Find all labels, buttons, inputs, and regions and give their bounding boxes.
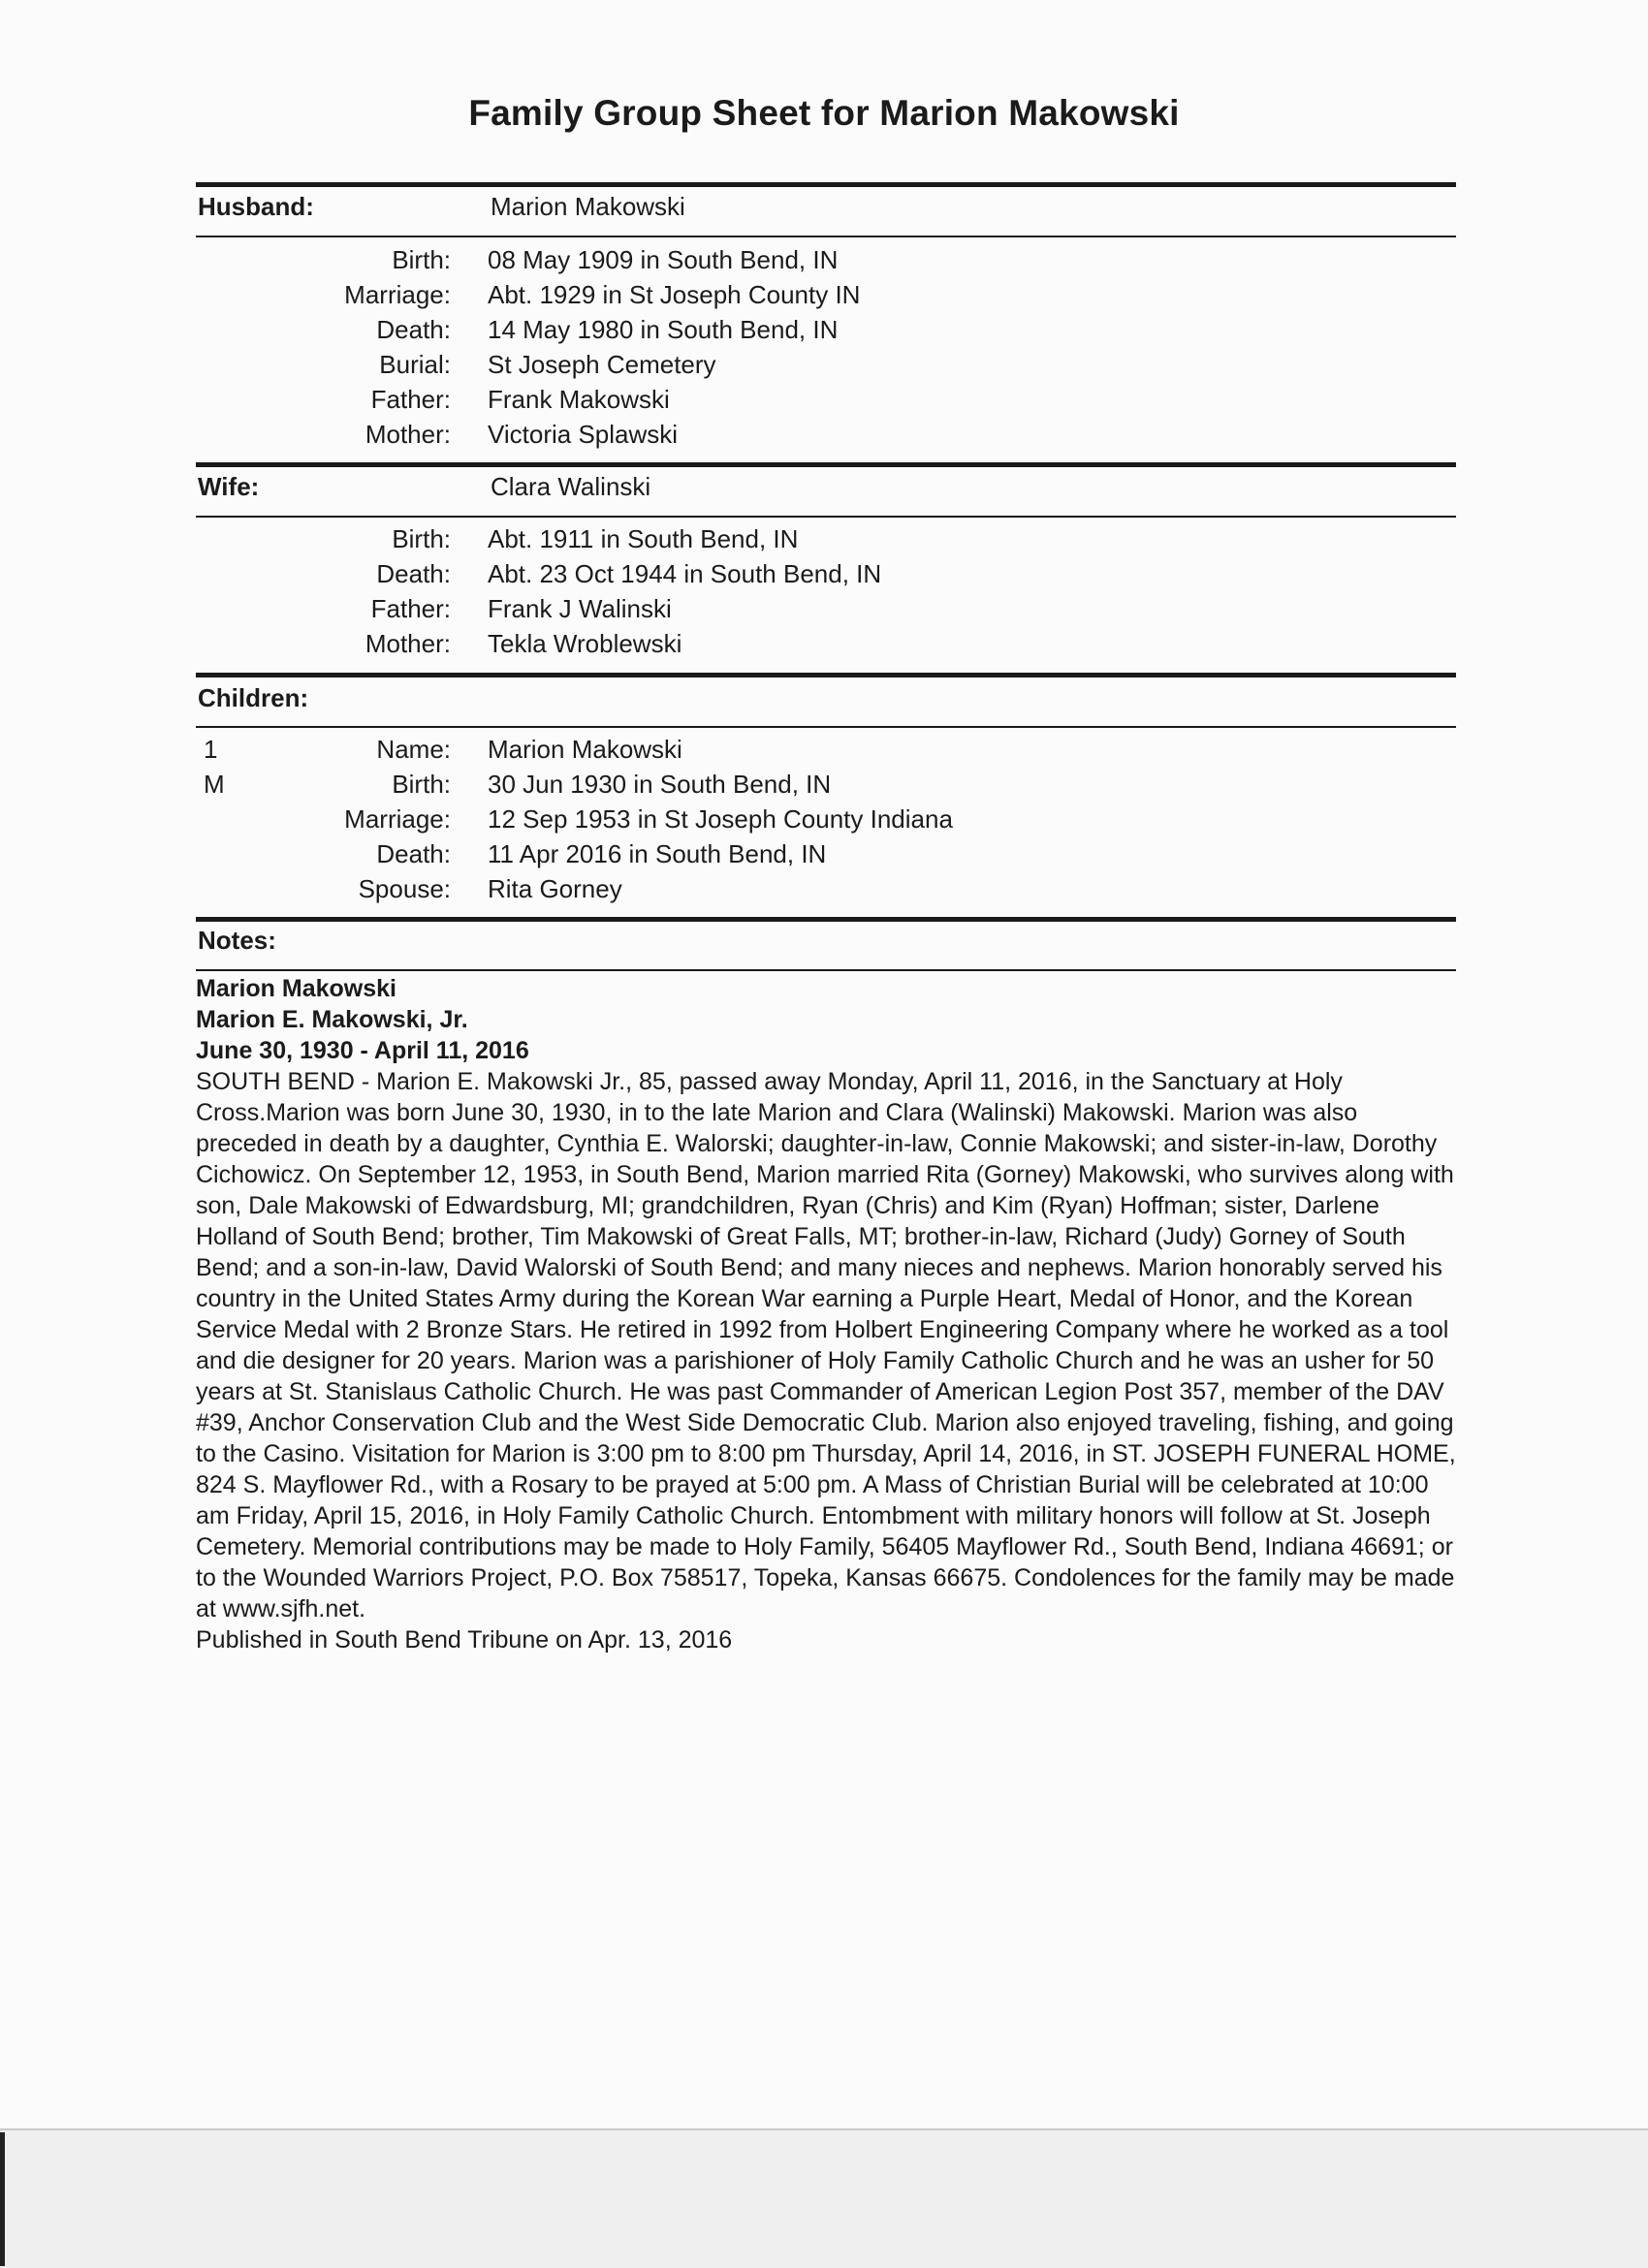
notes-published: Published in South Bend Tribune on Apr. 13, 2016: [196, 1626, 733, 1654]
fact-value: 12 Sep 1953 in St Joseph County Indiana: [488, 804, 953, 834]
fact-label: Father:: [370, 385, 451, 414]
section-subrule: [196, 236, 1456, 237]
children-label: Children:: [198, 683, 309, 712]
husband-fact-row: [0, 350, 1648, 385]
fact-label: Name:: [376, 735, 451, 764]
fact-value: Abt. 1911 in South Bend, IN: [488, 524, 799, 553]
fact-value: Frank Makowski: [488, 385, 670, 414]
wife-fact-row: [0, 629, 1648, 664]
fact-label: Father:: [370, 594, 451, 623]
child-number: 1: [204, 735, 218, 764]
fact-label: Birth:: [392, 245, 451, 274]
child-fact-row: [0, 735, 1648, 770]
fact-value: Tekla Wroblewski: [488, 629, 682, 658]
child-fact-row: [0, 770, 1648, 804]
child-fact-row: [0, 874, 1648, 909]
notes-body: SOUTH BEND - Marion E. Makowski Jr., 85, passed away Monday, April 11, 2016, in the Sanctuary at Holy Cross.Marion was born June 30, 1930, in to the late Marion and Clara (Walinski) Makowski. Marion was also preceded in death by a daughter, Cynthia E. Walorski; daughter-in-law, Connie Makowski; and sister-in-law, Dorothy Cichowicz. On September 12, 1953, in South Bend, Marion married Rita (Gorney) Makowski, who survives along with son, Dale Makowski of Edwardsburg, MI; grandchildren, Ryan (Chris) and Kim (Ryan) Hoffman; sister, Darlene Holland of South Bend; brother, Tim Makowski of Great Falls, MT; brother-in-law, Richard (Judy) Gorney of South Bend; and a son-in-law, David Walorski of South Bend; and many nieces and nephews. Marion honorably served his country in the United States Army during the Korean War earning a Purple Heart, Medal of Honor, and the Korean Service Medal with 2 Bronze Stars. He retired in 1992 from Holbert Engineering Company where he worked as a tool and die designer for 20 years. Marion was a parishioner of Holy Family Catholic Church and he was an usher for 50 years at St. Stanislaus Catholic Church. He was past Commander of American Legion Post 357, member of the DAV #39, Anchor Conservation Club and the West Side Democratic Club. Marion also enjoyed traveling, fishing, and going to the Casino. Visitation for Marion is 3:00 pm to 8:00 pm Thursday, April 14, 2016, in ST. JOSEPH FUNERAL HOME, 824 S. Mayflower Rd., with a Rosary to be prayed at 5:00 pm. A Mass of Christian Burial will be celebrated at 10:00 am Friday, April 15, 2016, in Holy Family Catholic Church. Entombment with military honors will follow at St. Joseph Cemetery. Memorial contributions may be made to Holy Family, 56405 Mayflower Rd., South Bend, Indiana 46691; or to the Wounded Warriors Project, P.O. Box 758517, Topeka, Kansas 66675. Condolences for the family may be made at www.sjfh.net.: [196, 1068, 1456, 1622]
notes-dates: June 30, 1930 - April 11, 2016: [196, 1037, 529, 1064]
fact-label: Mother:: [364, 629, 451, 658]
scan-edge-shadow: [0, 2132, 5, 2266]
husband-fact-row: [0, 245, 1648, 280]
fact-value: Abt. 1929 in St Joseph County IN: [488, 280, 861, 309]
section-rule: [196, 182, 1456, 187]
husband-fact-row: [0, 420, 1648, 455]
fact-value: St Joseph Cemetery: [488, 350, 716, 379]
fact-label: Marriage:: [344, 804, 451, 834]
notes-label: Notes:: [198, 926, 276, 955]
child-sex: M: [204, 770, 225, 799]
fact-label: Marriage:: [344, 280, 451, 309]
child-fact-row: [0, 804, 1648, 839]
husband-name: Marion Makowski: [491, 192, 685, 221]
wife-fact-row: [0, 559, 1648, 594]
section-subrule: [196, 969, 1456, 971]
page-title: Family Group Sheet for Marion Makowski: [468, 93, 1180, 133]
fact-value: 30 Jun 1930 in South Bend, IN: [488, 770, 832, 799]
fact-label: Birth:: [392, 770, 451, 799]
notes-block: [196, 973, 1462, 1655]
wife-fact-row: [0, 594, 1648, 629]
husband-fact-row: [0, 385, 1648, 420]
fact-label: Death:: [376, 315, 451, 344]
notes-subheading: Marion E. Makowski, Jr.: [196, 1006, 468, 1033]
wife-fact-row: [0, 524, 1648, 559]
section-subrule: [196, 516, 1456, 518]
fact-value: Marion Makowski: [488, 735, 682, 764]
husband-fact-row: [0, 315, 1648, 350]
fact-label: Spouse:: [358, 874, 451, 903]
scan-bottom-margin: [0, 2128, 1648, 2268]
fact-value: 14 May 1980 in South Bend, IN: [488, 315, 839, 344]
section-rule: [196, 462, 1456, 467]
husband-fact-row: [0, 280, 1648, 315]
fact-label: Birth:: [392, 524, 451, 553]
fact-value: 11 Apr 2016 in South Bend, IN: [488, 839, 827, 868]
fact-value: 08 May 1909 in South Bend, IN: [488, 245, 839, 274]
fact-label: Death:: [376, 839, 451, 868]
fact-value: Victoria Splawski: [488, 420, 679, 449]
husband-label: Husband:: [198, 192, 314, 221]
fact-value: Frank J Walinski: [488, 594, 672, 623]
fact-label: Death:: [376, 559, 451, 588]
fact-label: Mother:: [364, 420, 451, 449]
wife-name: Clara Walinski: [491, 472, 651, 501]
section-rule: [196, 917, 1456, 922]
wife-label: Wife:: [198, 472, 260, 501]
section-rule: [196, 673, 1456, 677]
fact-value: Rita Gorney: [488, 874, 622, 903]
child-fact-row: [0, 839, 1648, 874]
section-subrule: [196, 726, 1456, 728]
fact-value: Abt. 23 Oct 1944 in South Bend, IN: [488, 559, 882, 588]
notes-heading: Marion Makowski: [196, 975, 396, 1002]
fact-label: Burial:: [379, 350, 451, 379]
